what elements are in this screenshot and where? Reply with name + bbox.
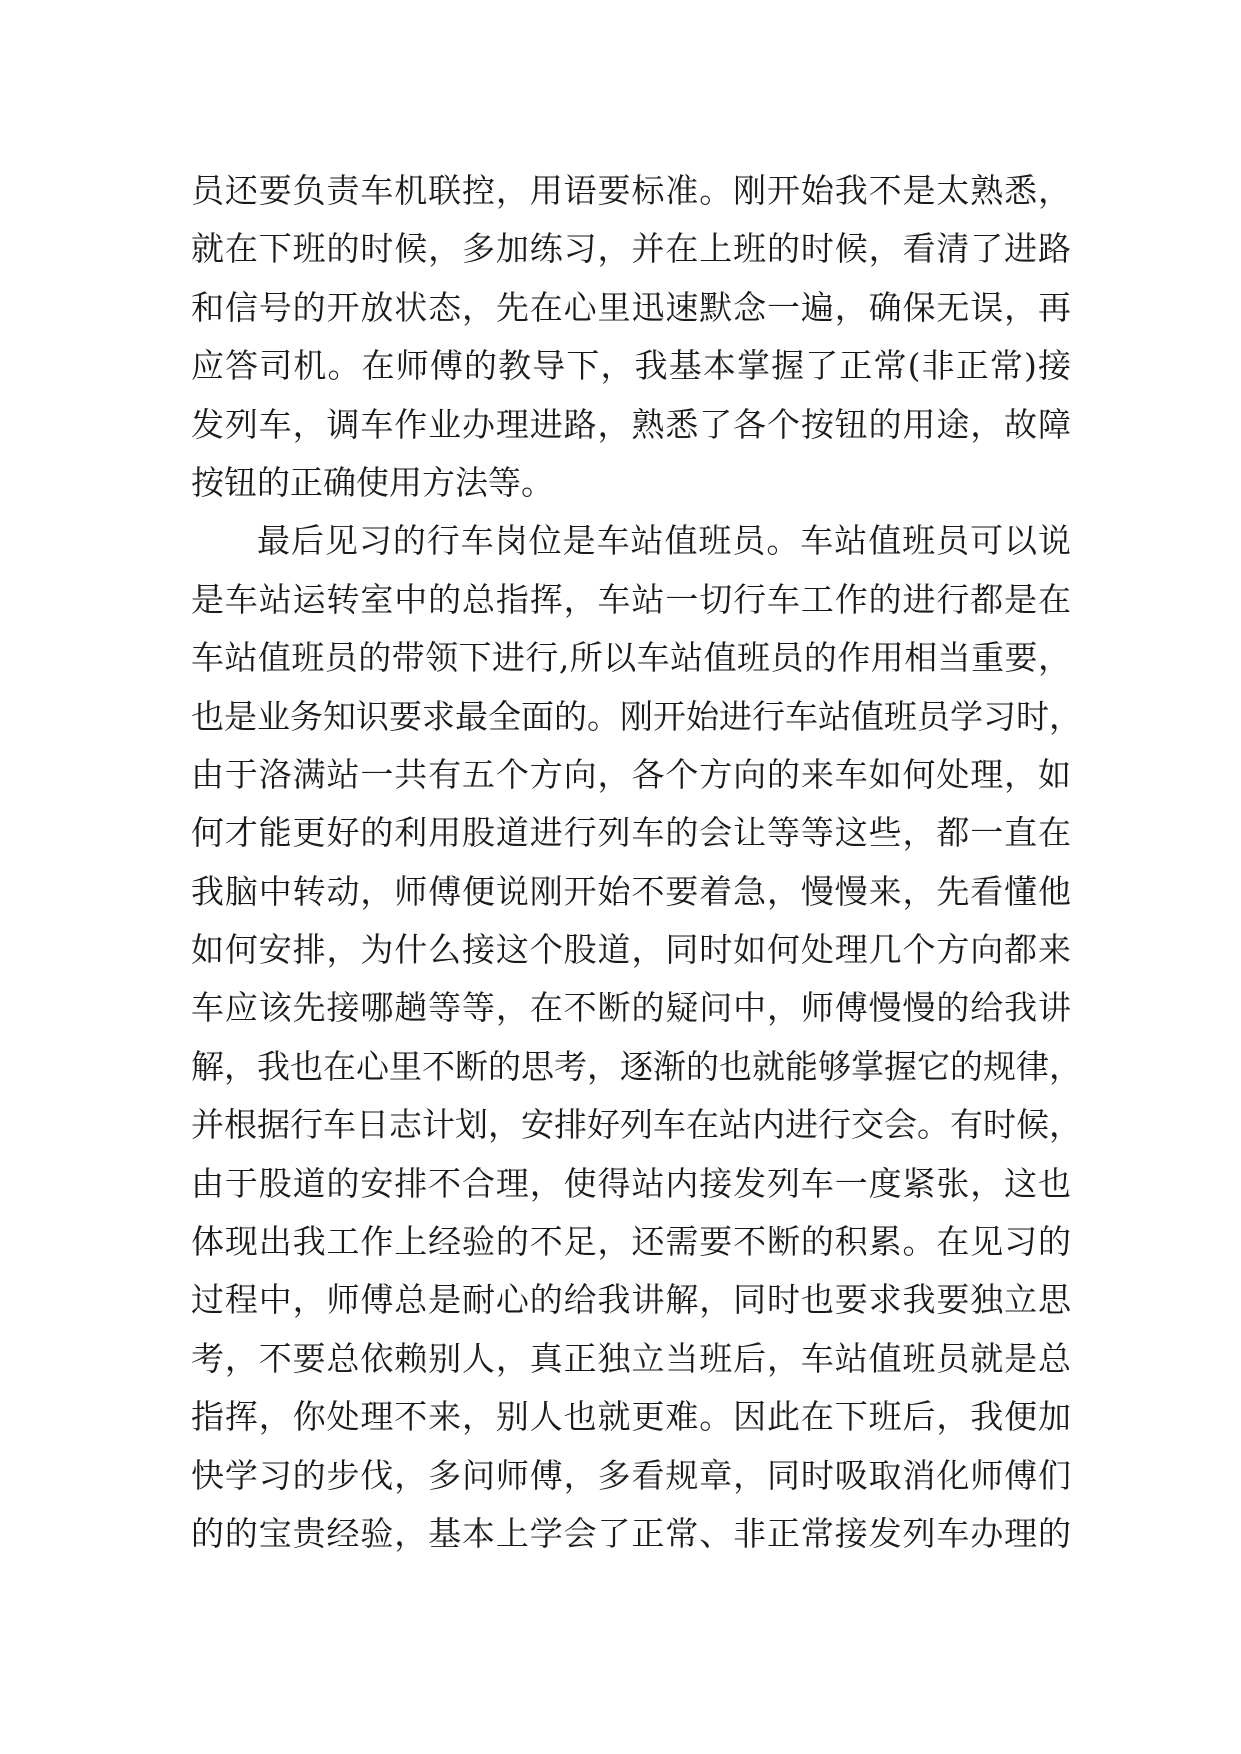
text-line: 应答司机。在师傅的教导下，我基本掌握了正常(非正常)接 bbox=[191, 346, 1071, 386]
text-line: 并根据行车日志计划，安排好列车在站内进行交会。有时候， bbox=[191, 1105, 1082, 1145]
text-line: 的的宝贵经验，基本上学会了正常、非正常接发列车办理的 bbox=[191, 1513, 1071, 1553]
text-line: 我脑中转动，师傅便说刚开始不要着急，慢慢来，先看懂他 bbox=[191, 871, 1071, 911]
text-line: 就在下班的时候，多加练习，并在上班的时候，看清了进路 bbox=[191, 229, 1071, 269]
text-line: 由于股道的安排不合理，使得站内接发列车一度紧张，这也 bbox=[191, 1163, 1071, 1203]
text-line: 车站值班员的带领下进行,所以车站值班员的作用相当重要， bbox=[191, 638, 1071, 678]
text-line: 车应该先接哪趟等等，在不断的疑问中，师傅慢慢的给我讲 bbox=[191, 988, 1071, 1028]
text-line: 考，不要总依赖别人，真正独立当班后，车站值班员就是总 bbox=[191, 1338, 1071, 1378]
text-line: 体现出我工作上经验的不足，还需要不断的积累。在见习的 bbox=[191, 1222, 1071, 1262]
text-line: 何才能更好的利用股道进行列车的会让等等这些，都一直在 bbox=[191, 813, 1071, 853]
text-line: 和信号的开放状态，先在心里迅速默念一遍，确保无误，再 bbox=[191, 287, 1071, 327]
body-text bbox=[191, 162, 1082, 1563]
text-line: 快学习的步伐，多问师傅，多看规章，同时吸取消化师傅们 bbox=[191, 1455, 1071, 1495]
text-line: 过程中，师傅总是耐心的给我讲解，同时也要求我要独立思 bbox=[191, 1280, 1071, 1320]
text-line: 如何安排，为什么接这个股道，同时如何处理几个方向都来 bbox=[191, 930, 1071, 970]
text-line: 由于洛满站一共有五个方向，各个方向的来车如何处理，如 bbox=[191, 754, 1071, 794]
text-line: 指挥，你处理不来，别人也就更难。因此在下班后，我便加 bbox=[191, 1397, 1071, 1437]
paragraph-first-line: 最后见习的行车岗位是车站值班员。车站值班员可以说 bbox=[257, 521, 1071, 561]
text-line: 员还要负责车机联控，用语要标准。刚开始我不是太熟悉， bbox=[191, 171, 1071, 210]
text-line: 按钮的正确使用方法等。 bbox=[191, 462, 554, 502]
text-line: 是车站运转室中的总指挥，车站一切行车工作的进行都是在 bbox=[191, 579, 1071, 619]
text-line: 也是业务知识要求最全面的。刚开始进行车站值班员学习时， bbox=[191, 696, 1082, 736]
text-line: 发列车，调车作业办理进路，熟悉了各个按钮的用途，故障 bbox=[191, 404, 1071, 444]
text-line: 解，我也在心里不断的思考，逐渐的也就能够掌握它的规律， bbox=[191, 1046, 1082, 1086]
